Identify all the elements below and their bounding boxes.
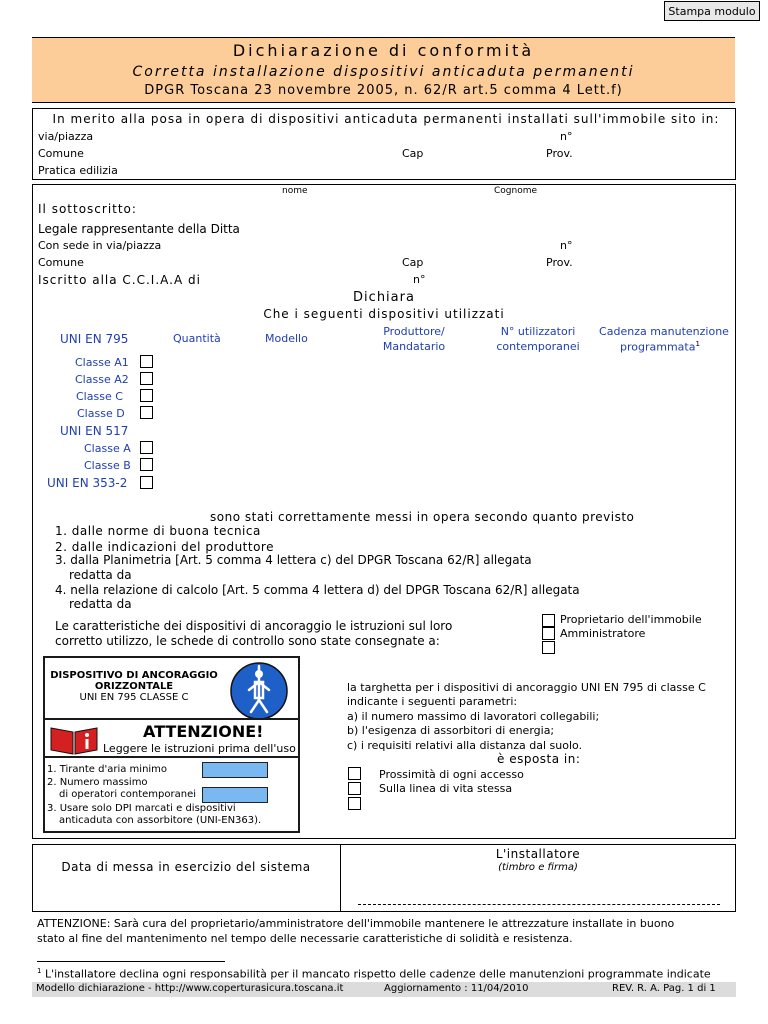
consegna-text-1: Le caratteristiche dei dispositivi di ancoraggio le istruzioni sul loro <box>55 619 453 633</box>
print-button[interactable]: Stampa modulo <box>664 1 760 21</box>
option-proprietario: Proprietario dell'immobile <box>560 613 702 626</box>
signer-prov-label: Prov. <box>546 256 573 269</box>
sign-attenzione: ATTENZIONE! <box>143 722 264 741</box>
sottoscritto-label: Il sottoscritto: <box>38 202 137 216</box>
conformity-item-3: 3. dalla Planimetria [Art. 5 comma 4 lettera c) del DPGR Toscana 62/R] allegata <box>55 553 532 567</box>
numero-label: n° <box>560 130 573 143</box>
checkbox-prossimita[interactable] <box>348 767 361 780</box>
page-title: Dichiarazione di conformità <box>232 41 535 60</box>
footnote-mark: 1 <box>37 967 42 975</box>
col-utilizzatori-2: contemporanei <box>496 340 580 353</box>
col-cadenza-1: Cadenza manutenzione <box>599 325 729 338</box>
targhetta-2: indicante i seguenti parametri: <box>347 695 518 708</box>
col-produttore-1: Produttore/ <box>383 325 445 338</box>
conformity-item-3-redatta: redatta da <box>69 568 132 582</box>
sign-divider-2 <box>45 756 300 758</box>
timbro-label: (timbro e firma) <box>498 862 578 873</box>
attenzione-note-1 <box>37 917 674 930</box>
device-classe-a: Classe A <box>84 442 131 455</box>
dichiara-title: Dichiara <box>353 290 415 305</box>
checkbox-classe-a2[interactable] <box>140 372 153 385</box>
option-linea-vita: Sulla linea di vita stessa <box>379 782 513 795</box>
footnote-ref: 1 <box>695 340 700 348</box>
checkbox-classe-b[interactable] <box>140 458 153 471</box>
sign-line-3b: anticaduta con assorbitore (UNI-EN363). <box>59 815 262 826</box>
targhetta-b: b) l'esigenza di assorbitori di energia; <box>347 724 555 737</box>
footer-modello: Modello dichiarazione - http://www.coperturasicura.toscana.it <box>36 983 344 994</box>
sign-line-2a: 2. Numero massimo <box>47 777 148 788</box>
nome-label: nome <box>282 186 308 196</box>
site-intro: In merito alla posa in opera di dispositivi anticaduta permanenti installati sull'immobile sito in: <box>52 112 720 126</box>
sign-dots: ⋮ <box>295 660 303 669</box>
dichiara-subtitle: Che i seguenti dispositivi utilizzati <box>263 307 505 321</box>
anchor-device-sign <box>43 656 303 833</box>
data-esercizio-label: Data di messa in esercizio del sistema <box>61 860 311 874</box>
sign-line-2b: di operatori contemporanei <box>59 789 197 800</box>
col-utilizzatori-1: N° utilizzatori <box>500 325 576 338</box>
checkbox-amministratore[interactable] <box>542 627 555 640</box>
sign-leggere: Leggere le istruzioni prima dell'uso <box>103 742 296 755</box>
tirante-field[interactable] <box>202 762 268 778</box>
sign-line-1: 1. Tirante d'aria minimo <box>47 764 168 775</box>
checkbox-esposta-altro[interactable] <box>348 797 361 810</box>
option-prossimita: Prossimità di ogni accesso <box>379 768 524 781</box>
cap-label: Cap <box>402 147 424 160</box>
targhetta-1: la targhetta per i dispositivi di ancoraggio UNI EN 795 di classe C <box>347 681 706 694</box>
prov-label: Prov. <box>546 147 573 160</box>
signer-cap-label: Cap <box>402 256 424 269</box>
operatori-field[interactable] <box>202 787 268 803</box>
col-cadenza-2-text: programmata <box>620 340 696 354</box>
device-uni-en-517: UNI EN 517 <box>60 424 129 438</box>
checkbox-linea-vita[interactable] <box>348 782 361 795</box>
col-uni-en-795: UNI EN 795 <box>60 332 129 346</box>
harness-icon <box>225 660 297 722</box>
col-modello: Modello <box>265 332 308 345</box>
device-classe-b: Classe B <box>84 459 131 472</box>
checkbox-altro[interactable] <box>542 641 555 654</box>
cciaa-label: Iscritto alla C.C.I.A.A di <box>38 273 201 287</box>
checkbox-classe-c[interactable] <box>140 389 153 402</box>
checkbox-proprietario[interactable] <box>542 614 555 627</box>
manual-icon <box>49 724 101 756</box>
pratica-label: Pratica edilizia <box>38 164 118 177</box>
page-subtitle: Corretta installazione dispositivi anticaduta permanenti <box>132 64 635 80</box>
sign-title-1: DISPOSITIVO DI ANCORAGGIO <box>50 670 218 681</box>
conformity-intro: sono stati correttamente messi in opera secondo quanto previsto <box>210 510 635 524</box>
option-amministratore: Amministratore <box>560 627 646 640</box>
signature-line[interactable] <box>358 904 720 905</box>
sede-label: Con sede in via/piazza <box>38 239 162 252</box>
checkbox-uni-en-353-2[interactable] <box>140 476 153 489</box>
header-banner <box>32 37 735 103</box>
checkbox-classe-d[interactable] <box>140 406 153 419</box>
comune-label: Comune <box>38 147 84 160</box>
footer-aggiornamento: Aggiornamento : 11/04/2010 <box>384 983 529 994</box>
conformity-item-4-redatta: redatta da <box>69 597 132 611</box>
checkbox-classe-a[interactable] <box>140 441 153 454</box>
conformity-item-4: 4. nella relazione di calcolo [Art. 5 comma 4 lettera d) del DPGR Toscana 62/R] allegata <box>55 583 580 597</box>
esposta-label: è esposta in: <box>497 752 581 766</box>
sign-divider <box>45 718 300 720</box>
targhetta-a: a) il numero massimo di lavoratori collegabili; <box>347 710 600 723</box>
device-classe-c: Classe C <box>76 390 123 403</box>
col-quantita: Quantità <box>173 332 221 345</box>
device-classe-a1: Classe A1 <box>75 356 129 369</box>
signer-comune-label: Comune <box>38 256 84 269</box>
col-cadenza-2 <box>620 340 700 354</box>
sign-title-3: UNI EN 795 CLASSE C <box>79 692 189 703</box>
device-classe-d: Classe D <box>77 407 125 420</box>
footnote-text: L'installatore declina ogni responsabilità per il mancato rispetto delle cadenze delle manutenzioni programmate indicate <box>41 967 711 981</box>
via-label: via/piazza <box>38 130 94 143</box>
device-uni-en-353-2: UNI EN 353-2 <box>47 476 128 490</box>
consegna-text-2: corretto utilizzo, le schede di controllo sono state consegnate a: <box>55 634 440 648</box>
sede-numero-label: n° <box>560 239 573 252</box>
attenzione-note-2: stato al fine del mantenimento nel tempo delle necessarie caratteristiche di solidità e resistenza. <box>37 932 573 945</box>
checkbox-classe-a1[interactable] <box>140 355 153 368</box>
attenzione-note-text: Sarà cura del proprietario/amministratore dell'immobile mantenere le attrezzature installate in buono <box>110 917 675 930</box>
cciaa-numero-label: n° <box>413 273 426 286</box>
targhetta-c: c) i requisiti relativi alla distanza dal suolo. <box>347 739 583 752</box>
conformity-item-1: 1. dalle norme di buona tecnica <box>55 524 261 538</box>
footnote-rule <box>37 961 225 962</box>
installatore-label: L'installatore <box>495 847 581 861</box>
cognome-label: Cognome <box>494 186 538 196</box>
sign-title-2: ORIZZONTALE <box>94 681 174 692</box>
conformity-item-2: 2. dalle indicazioni del produttore <box>55 540 274 554</box>
sign-line-3a: 3. Usare solo DPI marcati e dispositivi <box>47 803 236 814</box>
device-classe-a2: Classe A2 <box>75 373 129 386</box>
footer-rev: REV. R. A. Pag. 1 di 1 <box>612 983 716 994</box>
legale-label: Legale rappresentante della Ditta <box>38 222 240 236</box>
regulation-reference: DPGR Toscana 23 novembre 2005, n. 62/R art.5 comma 4 Lett.f) <box>144 83 623 98</box>
col-produttore-2: Mandatario <box>382 340 446 353</box>
footnote <box>37 967 711 981</box>
attenzione-note-label: ATTENZIONE: <box>37 917 111 930</box>
